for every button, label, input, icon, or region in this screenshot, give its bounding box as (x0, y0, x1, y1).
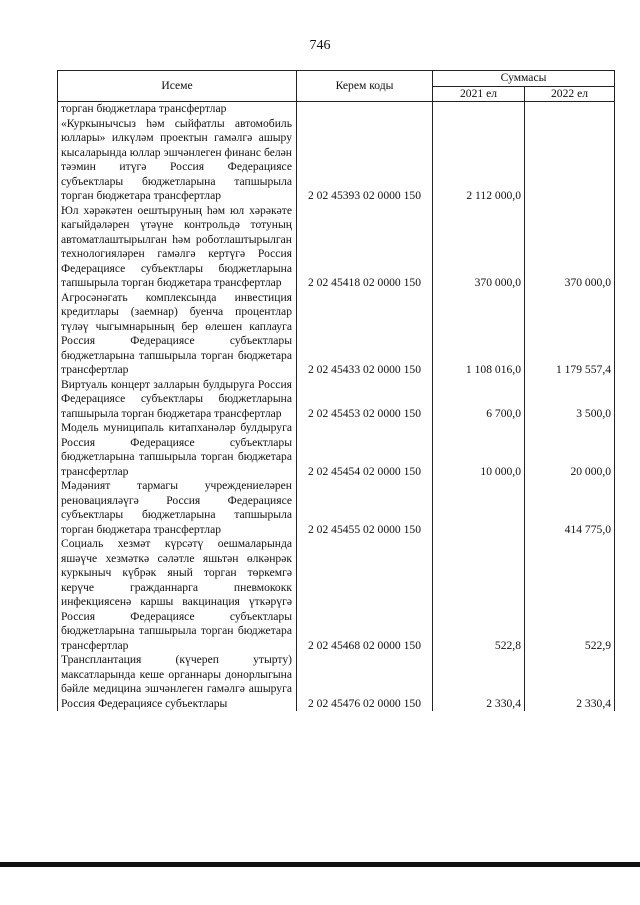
row-code: 2 02 45393 02 0000 150 (297, 117, 433, 204)
row-value-2022: 370 000,0 (525, 204, 615, 291)
row-value-2021 (433, 102, 525, 117)
row-value-2022: 1 179 557,4 (525, 291, 615, 378)
row-value-2022: 414 775,0 (525, 479, 615, 537)
table-row (58, 653, 615, 711)
page-number: 746 (309, 38, 331, 53)
row-name: Мәдәният тармагы учреждениеләрен реновацияләүгә Россия Федерациясе субъектлары бюджетларына тапшырыла торган бюджетара трансфертлар (58, 479, 297, 537)
header-name: Исеме (58, 71, 297, 102)
row-value-2022: 3 500,0 (525, 378, 615, 422)
row-value-2021: 2 330,4 (433, 653, 525, 711)
table-row (58, 421, 615, 479)
header-year-2022: 2022 ел (525, 86, 615, 102)
row-value-2022: 20 000,0 (525, 421, 615, 479)
row-name: Трансплантация (күчереп утырту) максатларында кеше органнары донорлыгына бәйле медицина эшчәнлеген гамәлгә ашыруга Россия Федерациясе субъектлары (58, 653, 297, 711)
row-name: торган бюджетлара трансфертлар (58, 102, 297, 117)
row-value-2022 (525, 102, 615, 117)
row-value-2021: 370 000,0 (433, 204, 525, 291)
row-value-2021: 1 108 016,0 (433, 291, 525, 378)
row-name: Агросәнәгать комплексында инвестиция кредитлары (заемнар) буенча процентлар түләү чыгымнарының бер өлешен каплауга Россия Федерациясе субъектлары бюджетларына тапшырыла торган бюджетара трансфертлар (58, 291, 297, 378)
row-code: 2 02 45454 02 0000 150 (297, 421, 433, 479)
row-value-2022: 2 330,4 (525, 653, 615, 711)
header-code: Керем коды (297, 71, 433, 102)
row-value-2021 (433, 479, 525, 537)
row-code: 2 02 45455 02 0000 150 (297, 479, 433, 537)
table-row (58, 204, 615, 291)
row-code: 2 02 45418 02 0000 150 (297, 204, 433, 291)
row-value-2021: 10 000,0 (433, 421, 525, 479)
row-value-2021: 522,8 (433, 537, 525, 653)
table-row (58, 117, 615, 204)
row-name: Модель муниципаль китапханәләр булдыруга Россия Федерациясе субъектлары бюджетларына тапшырыла торган бюджетара трансфертлар (58, 421, 297, 479)
header-sums: Суммасы (433, 71, 615, 87)
header-year-2021: 2021 ел (433, 86, 525, 102)
row-value-2021: 2 112 000,0 (433, 117, 525, 204)
row-code (297, 102, 433, 117)
row-name: Виртуаль концерт залларын булдыруга Россия Федерациясе субъектлары бюджетларына тапшырыла торган бюджетара трансфертлар (58, 378, 297, 422)
row-value-2022: 522,9 (525, 537, 615, 653)
row-code: 2 02 45476 02 0000 150 (297, 653, 433, 711)
row-value-2022 (525, 117, 615, 204)
row-code: 2 02 45453 02 0000 150 (297, 378, 433, 422)
row-value-2021: 6 700,0 (433, 378, 525, 422)
table-row (58, 537, 615, 653)
row-name: Социаль хезмәт күрсәтү оешмаларында яшәүче хезмәткә сәләтле яшьтән өлкәнрәк куркыныч күбрәк яный торган төркемгә керүче гражданнарга пневмококк инфекциясенә каршы вакцинация үткәрүгә Россия Федерациясе субъектлары бюджетларына тапшырыла торган бюджетара трансфертлар (58, 537, 297, 653)
table-row (58, 479, 615, 537)
row-code: 2 02 45468 02 0000 150 (297, 537, 433, 653)
row-name: «Куркынычсыз һәм сыйфатлы автомобиль юллары» илкүләм проектын гамәлгә ашыру кысаларында юллар эшчәнлеген финанс белән тәэмин итүгә Россия Федерациясе субъектлары бюджетларына тапшырыла торган бюджетара трансфертлар (58, 117, 297, 204)
table-row (58, 378, 615, 422)
row-name: Юл хәрәкәтен оештыруның һәм юл хәрәкәте кагыйдәләрен үтәүне контрольдә тотуның автоматлаштырылган һәм роботлаштырылган технологияләрен гамәлгә кертүгә Россия Федерациясе субъектлары бюджетларына тапшырыла торган бюджетара трансфертлар (58, 204, 297, 291)
table-row (58, 102, 615, 117)
table-row (58, 291, 615, 378)
scan-bottom-edge (0, 862, 640, 867)
row-code: 2 02 45433 02 0000 150 (297, 291, 433, 378)
budget-transfers-table (57, 70, 615, 711)
